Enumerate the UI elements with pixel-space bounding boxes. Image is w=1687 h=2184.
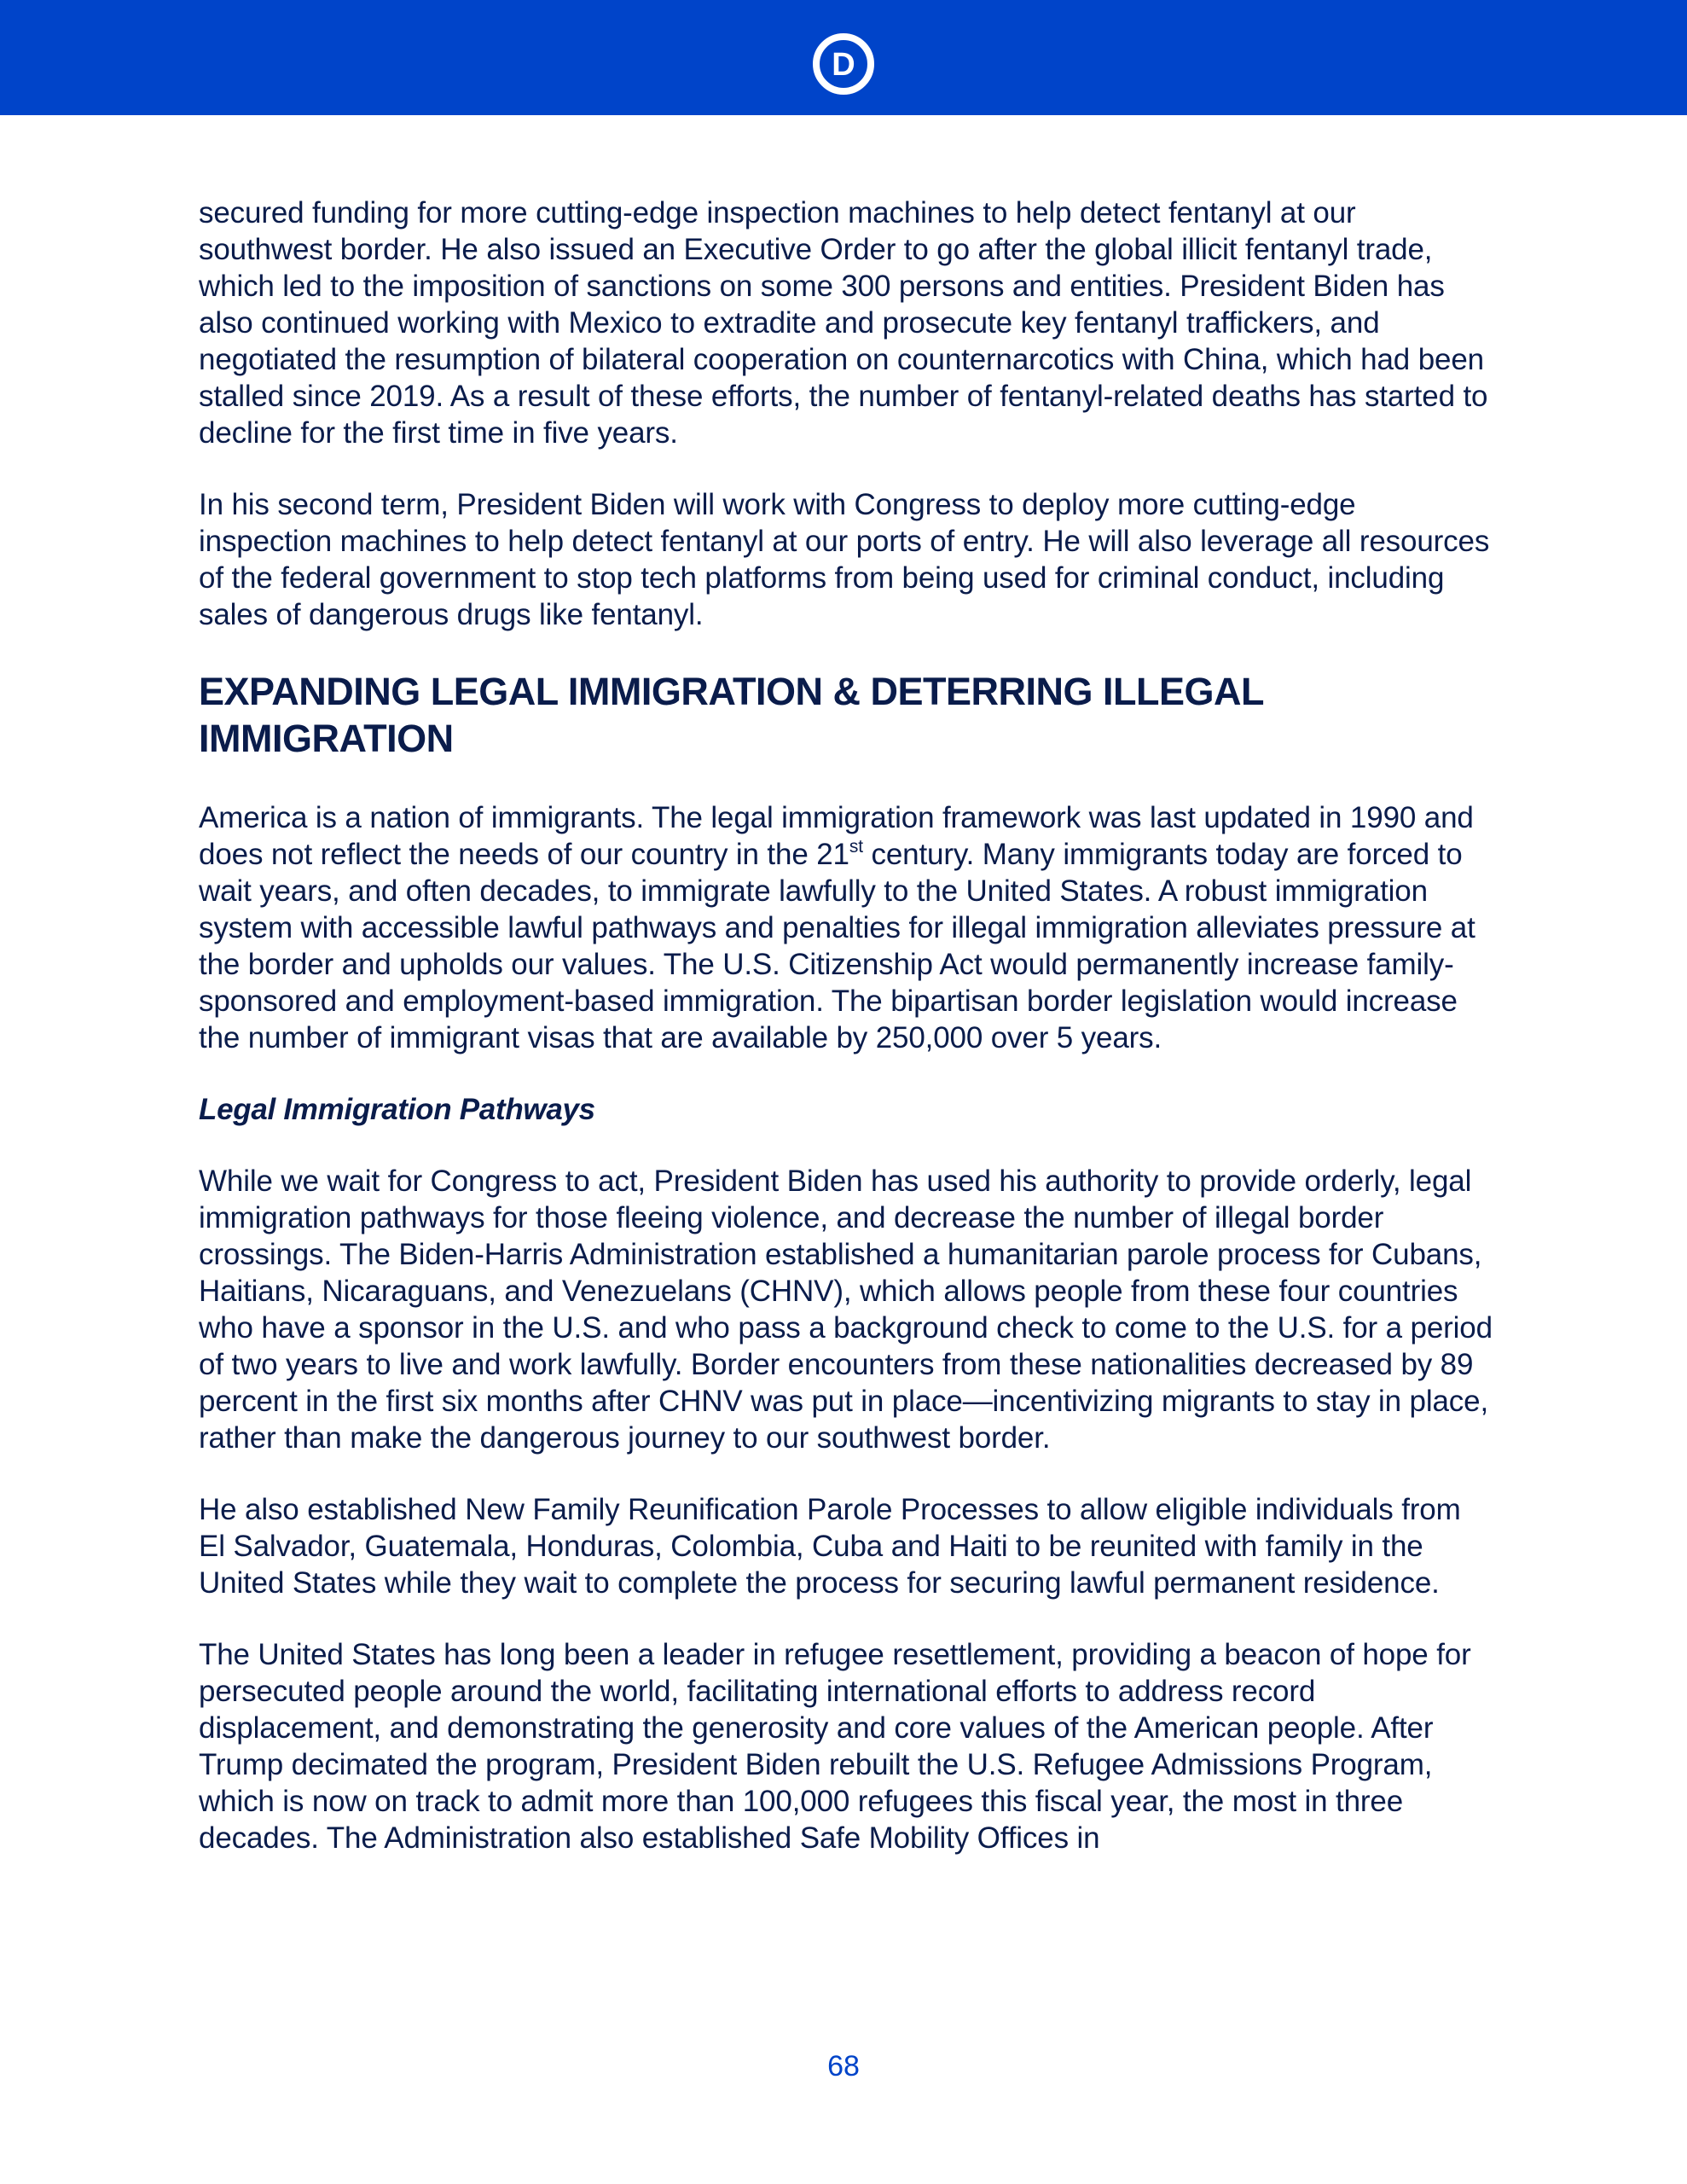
section-heading: EXPANDING LEGAL IMMIGRATION & DETERRING ILLEGAL IMMIGRATION xyxy=(199,670,1264,760)
page-number: 68 xyxy=(827,2050,860,2082)
header-bar xyxy=(0,0,1687,115)
paragraph-refugee-resettlement: The United States has long been a leader in refugee resettlement, providing a beacon of hope for persecuted people around the world, facilitating international efforts to address record displacement, and demonstrating the generosity and core values of the American people. After Trump decimated the program, President Biden rebuilt the U.S. Refugee Admissions Program, which is now on track to admit more than 100,000 refugees this fiscal year, the most in three decades. The Administration also established Safe Mobility Offices in xyxy=(199,1638,1471,1855)
subsection-heading: Legal Immigration Pathways xyxy=(199,1093,595,1126)
superscript-ordinal: st xyxy=(849,837,863,857)
paragraph-nation-of-immigrants xyxy=(199,799,1495,1056)
paragraph-parole-process: While we wait for Congress to act, President Biden has used his authority to provide orderly, legal immigration pathways for those fleeing violence, and decrease the number of illegal border crossings. The Biden-Harris Administration established a humanitarian parole process for Cubans, Haitians, Nicaraguans, and Venezuelans (CHNV), which allows people from these four countries who have a sponsor in the U.S. and who pass a background check to come to the U.S. for a period of two years to live and work lawfully. Border encounters from these nationalities decreased by 89 percent in the first six months after CHNV was put in place—incentivizing migrants to stay in place, rather than make the dangerous journey to our southwest border. xyxy=(199,1165,1493,1455)
paragraph-second-term: In his second term, President Biden will work with Congress to deploy more cutting-edge inspection machines to help detect fentanyl at our ports of entry. He will also leverage all resources of the federal government to stop tech platforms from being used for criminal conduct, including sales of dangerous drugs like fentanyl. xyxy=(199,488,1490,631)
paragraph-text-part: century. Many immigrants today are forced to wait years, and often decades, to immigrate lawfully to the United States. A robust immigration system with accessible lawful pathways and penalties for illegal immigration alleviates pressure at the border and upholds our values. The U.S. Citizenship Act would permanently increase family-sponsored and employment-based immigration. The bipartisan border legislation would increase the number of immigrant visas that are available by 250,000 over 5 years. xyxy=(199,838,1475,1054)
logo-letter: D xyxy=(832,47,855,83)
paragraph-fentanyl-funding: secured funding for more cutting-edge inspection machines to help detect fentanyl at our southwest border. He also issued an Executive Order to go after the global illicit fentanyl trade, which led to the imposition of sanctions on some 300 persons and entities. President Biden has also continued working with Mexico to extradite and prosecute key fentanyl traffickers, and negotiated the resumption of bilateral cooperation on counternarcotics with China, which had been stalled since 2019. As a result of these efforts, the number of fentanyl-related deaths has started to decline for the first time in five years. xyxy=(199,196,1488,450)
paragraph-family-reunification: He also established New Family Reunification Parole Processes to allow eligible individuals from El Salvador, Guatemala, Honduras, Colombia, Cuba and Haiti to be reunited with family in the United States while they wait to complete the process for securing lawful permanent residence. xyxy=(199,1493,1461,1600)
paragraph-text-part: America is a nation of immigrants. The legal immigration framework was last updated in 1990 and does not reflect the needs of our country in the 21 xyxy=(199,801,1474,871)
democratic-d-logo-icon xyxy=(811,32,876,96)
main-content xyxy=(199,195,1495,1891)
